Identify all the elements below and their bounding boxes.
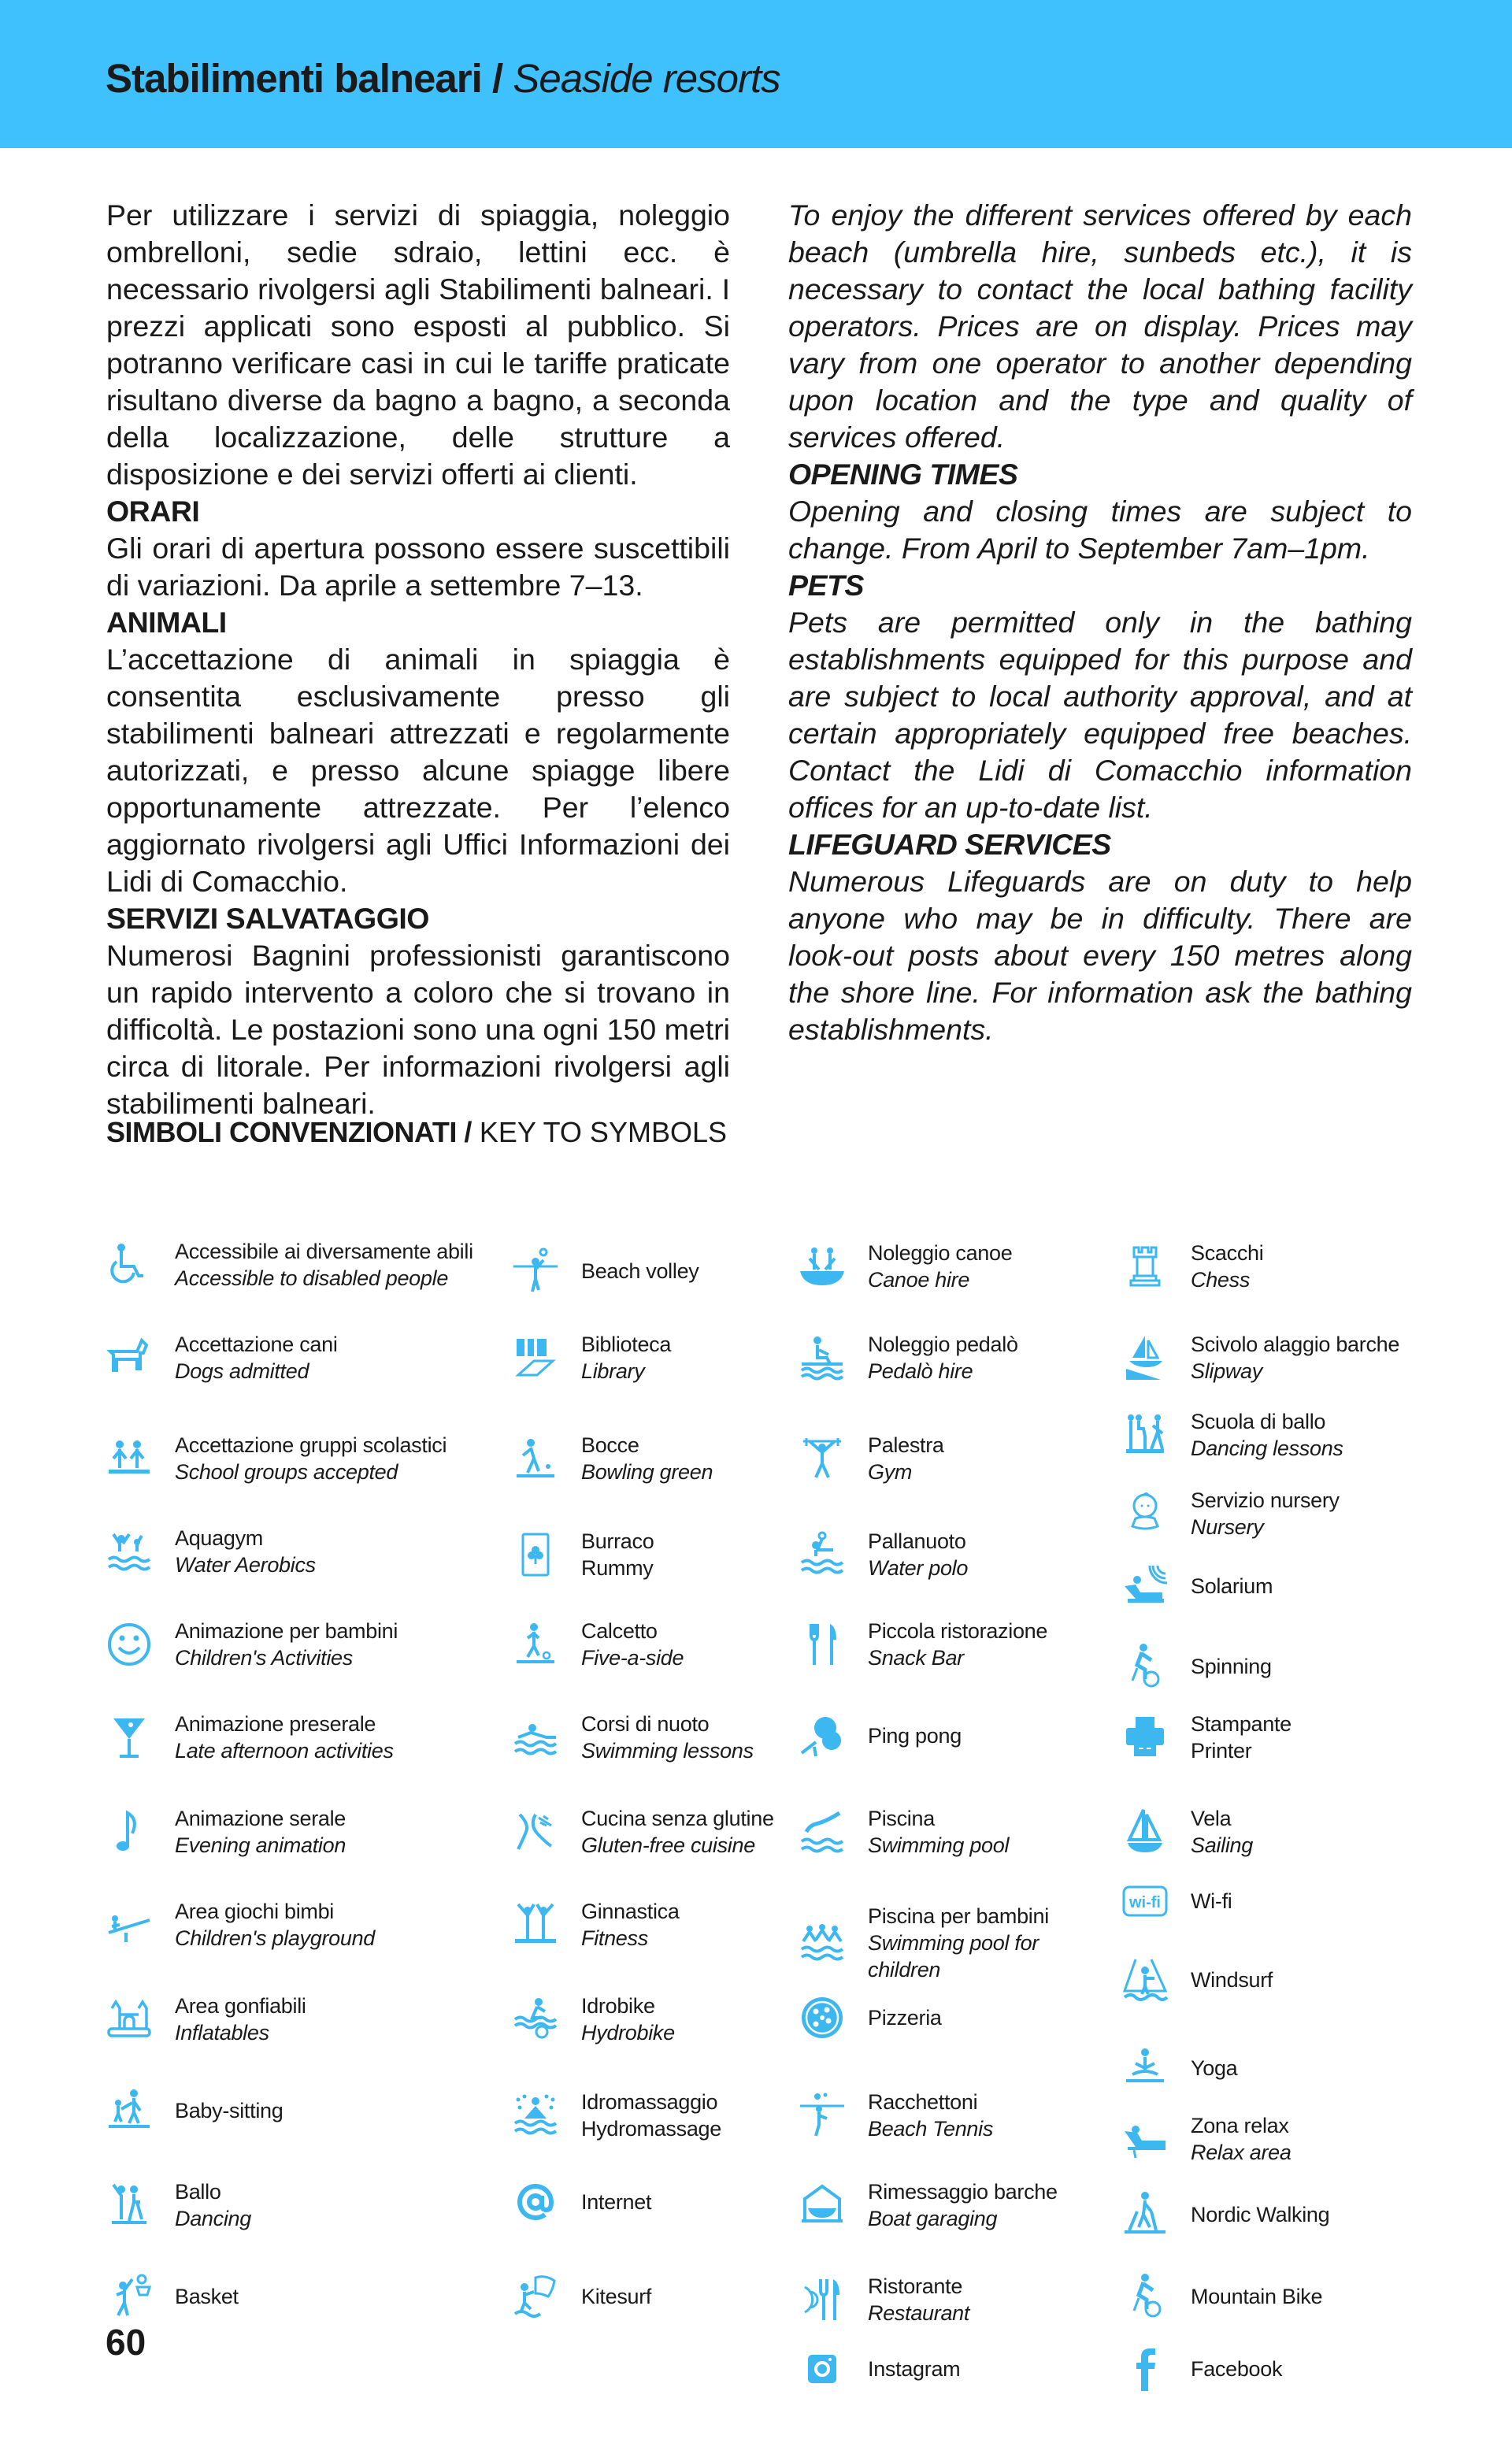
page-title-italian: Stabilimenti balneari / bbox=[106, 56, 503, 101]
basketball-icon bbox=[104, 2271, 154, 2322]
symbol-labels bbox=[1191, 2112, 1292, 2166]
symbol-label-italian: Wi-fi bbox=[1191, 1889, 1232, 1913]
symbol-item bbox=[1120, 1805, 1253, 1859]
body-pets: Pets are permitted only in the bathing establishments equipped for this purpose and are subject to local authority approval, and at certain appropriately equipped free beaches. Contact the Lidi di Comacchio information offices for an up-to-date list. bbox=[788, 606, 1412, 824]
smiley-icon bbox=[104, 1619, 154, 1670]
beach-volley-icon bbox=[510, 1246, 561, 1296]
weightlifting-icon bbox=[797, 1433, 847, 1484]
mountain-bike-icon bbox=[1120, 2271, 1170, 2322]
symbol-labels bbox=[581, 1432, 713, 1485]
chess-rook-icon bbox=[1120, 1241, 1170, 1292]
symbol-labels bbox=[581, 1805, 774, 1859]
symbol-label-italian: Accettazione gruppi scolastici bbox=[175, 1433, 447, 1457]
symbol-label-english: Inflatables bbox=[175, 2021, 269, 2044]
symbol-labels bbox=[581, 1711, 754, 1764]
symbol-label-italian: Pizzeria bbox=[868, 2006, 942, 2030]
body-servizi-salvataggio: Numerosi Bagnini professionisti garantiscono un rapido intervento a coloro che si trovano in difficoltà. Le postazioni sono una ogni 150 metri circa di litorale. Per informazioni rivolgersi agli stabilimenti balneari. bbox=[106, 939, 730, 1120]
dog-icon bbox=[104, 1333, 154, 1383]
symbol-label-english: Evening animation bbox=[175, 1833, 346, 1857]
symbol-label-italian: Bocce bbox=[581, 1433, 639, 1457]
kids-pool-icon bbox=[797, 1918, 847, 1968]
symbol-labels bbox=[1191, 1331, 1399, 1385]
symbol-labels bbox=[1191, 1573, 1273, 1600]
ping-pong-icon bbox=[797, 1711, 847, 1761]
swimmer-icon bbox=[510, 1712, 561, 1763]
wheelchair-icon bbox=[104, 1240, 154, 1290]
symbol-item bbox=[797, 2344, 960, 2394]
symbol-item bbox=[1120, 1487, 1340, 1540]
symbol-labels bbox=[581, 1528, 654, 1581]
symbol-label-english: Printer bbox=[1191, 1739, 1252, 1763]
italian-intro: Per utilizzare i servizi di spiaggia, noleggio ombrelloni, sedie sdraio, lettini ecc. è necessario rivolgersi agli Stabilimenti balneari. I prezzi applicati sono esposti al pubblico. Si potranno verificare casi in cui le tariffe praticate risultano diverse da bagno a bagno, a seconda della localizzazione, delle strutture a disposizione e dei servizi offerti ai clienti. bbox=[106, 198, 730, 491]
symbol-labels bbox=[868, 2004, 942, 2031]
symbol-labels bbox=[175, 1432, 447, 1485]
boat-garage-icon bbox=[797, 2180, 847, 2230]
symbol-item bbox=[1120, 1240, 1263, 1293]
symbol-item bbox=[797, 1528, 968, 1581]
symbol-item bbox=[797, 1618, 1047, 1671]
symbol-label-italian: Piscina bbox=[868, 1807, 935, 1830]
symbol-labels bbox=[868, 1618, 1047, 1671]
symbol-label-italian: Animazione serale bbox=[175, 1807, 346, 1830]
symbol-item bbox=[104, 1331, 338, 1385]
symbol-label-italian: Noleggio canoe bbox=[868, 1241, 1013, 1265]
body-opening-times: Opening and closing times are subject to change. From April to September 7am–1pm. bbox=[788, 495, 1412, 565]
symbol-label-italian: Kitesurf bbox=[581, 2285, 652, 2308]
symbol-item bbox=[1120, 1955, 1273, 2005]
symbol-item bbox=[104, 1238, 473, 1292]
symbol-labels bbox=[175, 2097, 283, 2124]
symbol-label-italian: Facebook bbox=[1191, 2357, 1283, 2381]
aquagym-icon bbox=[104, 1526, 154, 1577]
symbol-item bbox=[510, 2089, 721, 2142]
symbol-label-italian: Idromassaggio bbox=[581, 2090, 718, 2114]
heading-orari: ORARI bbox=[106, 495, 200, 528]
symbol-item bbox=[510, 1898, 680, 1952]
symbol-label-italian: Servizio nursery bbox=[1191, 1488, 1340, 1512]
heading-pets: PETS bbox=[788, 569, 864, 602]
pedalo-icon bbox=[797, 1333, 847, 1383]
symbol-label-english: Children's Activities bbox=[175, 1646, 353, 1670]
symbol-labels bbox=[868, 1432, 944, 1485]
symbol-label-english: School groups accepted bbox=[175, 1460, 398, 1484]
symbol-item bbox=[510, 2271, 651, 2322]
symbol-item bbox=[797, 1805, 1009, 1859]
symbol-item bbox=[510, 1432, 713, 1485]
symbol-label-english: Dogs admitted bbox=[175, 1359, 309, 1383]
symbol-label-english: Children's playground bbox=[175, 1926, 376, 1950]
heading-servizi-salvataggio: SERVIZI SALVATAGGIO bbox=[106, 902, 429, 935]
symbol-label-italian: Ping pong bbox=[868, 1724, 962, 1748]
symbol-label-english: Restaurant bbox=[868, 2301, 970, 2325]
symbol-item bbox=[510, 1711, 754, 1764]
symbol-label-italian: Piccola ristorazione bbox=[868, 1619, 1048, 1643]
symbol-labels bbox=[581, 1258, 699, 1285]
symbol-item bbox=[1120, 1641, 1272, 1692]
symbol-label-italian: Instagram bbox=[868, 2357, 961, 2381]
symbol-item bbox=[797, 1993, 942, 2043]
symbol-label-italian: Pallanuoto bbox=[868, 1529, 966, 1553]
symbol-labels bbox=[581, 1898, 680, 1952]
symbol-labels bbox=[868, 1240, 1012, 1293]
bocce-icon bbox=[510, 1433, 561, 1484]
instagram-icon bbox=[797, 2344, 847, 2394]
symbol-label-italian: Aquagym bbox=[175, 1526, 263, 1550]
symbol-label-english: Hydrobike bbox=[581, 2021, 675, 2044]
symbol-item bbox=[510, 1805, 774, 1859]
symbol-label-english: Canoe hire bbox=[868, 1268, 970, 1292]
symbol-item bbox=[510, 2177, 651, 2227]
wifi-icon bbox=[1120, 1876, 1170, 1926]
symbol-labels bbox=[1191, 1711, 1292, 1764]
symbol-item bbox=[1120, 2043, 1237, 2093]
symbol-label-english: Water Aerobics bbox=[175, 1553, 316, 1577]
symbol-item bbox=[1120, 1561, 1273, 1611]
symbol-label-english: Rummy bbox=[581, 1556, 654, 1580]
heading-opening-times: OPENING TIMES bbox=[788, 458, 1018, 491]
school-group-icon bbox=[104, 1433, 154, 1484]
symbol-label-italian: Noleggio pedalò bbox=[868, 1333, 1018, 1356]
pizza-icon bbox=[797, 1993, 847, 2043]
symbol-item bbox=[797, 2178, 1058, 2232]
cocktail-icon bbox=[104, 1712, 154, 1763]
symbol-item bbox=[104, 1711, 394, 1764]
symbol-labels bbox=[581, 2283, 651, 2310]
symbol-labels bbox=[868, 2356, 960, 2382]
symbol-labels bbox=[1191, 1240, 1263, 1293]
symbol-label-italian: Racchettoni bbox=[868, 2090, 978, 2114]
symbol-label-italian: Ginnastica bbox=[581, 1900, 680, 1923]
symbol-item bbox=[797, 1331, 1018, 1385]
symbol-item bbox=[1120, 2112, 1292, 2166]
symbol-label-english: Hydromassage bbox=[581, 2117, 721, 2141]
symbol-labels bbox=[868, 1903, 1104, 1983]
symbol-label-italian: Area gonfiabili bbox=[175, 1994, 306, 2018]
symbol-labels bbox=[1191, 1888, 1232, 1915]
symbol-labels bbox=[175, 2283, 239, 2310]
symbol-label-english: Swimming pool for children bbox=[868, 1931, 1039, 1981]
pool-icon bbox=[797, 1807, 847, 1857]
symbol-label-italian: Cucina senza glutine bbox=[581, 1807, 774, 1830]
symbol-label-english: Fitness bbox=[581, 1926, 648, 1950]
symbol-label-italian: Vela bbox=[1191, 1807, 1232, 1830]
playing-card-icon bbox=[510, 1529, 561, 1580]
symbol-label-english: Bowling green bbox=[581, 1460, 713, 1484]
symbol-labels bbox=[868, 1331, 1018, 1385]
symbol-label-italian: Zona relax bbox=[1191, 2114, 1289, 2137]
symbol-label-italian: Palestra bbox=[868, 1433, 944, 1457]
symbol-labels bbox=[1191, 1805, 1253, 1859]
symbol-label-italian: Windsurf bbox=[1191, 1968, 1273, 1992]
symbol-label-italian: Ristorante bbox=[868, 2274, 963, 2298]
symbol-label-italian: Corsi di nuoto bbox=[581, 1712, 710, 1736]
symbol-label-english: Accessible to disabled people bbox=[175, 1266, 449, 1290]
symbol-labels bbox=[581, 2089, 721, 2142]
symbol-item bbox=[104, 1805, 346, 1859]
canoe-icon bbox=[797, 1241, 847, 1292]
library-icon bbox=[510, 1333, 561, 1383]
hydromassage-icon bbox=[510, 2090, 561, 2141]
symbol-labels bbox=[868, 1722, 962, 1749]
symbol-labels bbox=[1191, 1408, 1343, 1462]
symbol-label-english: Library bbox=[581, 1359, 645, 1383]
music-note-icon bbox=[104, 1807, 154, 1857]
symbol-label-english: Gym bbox=[868, 1460, 913, 1484]
symbol-label-english: Swimming pool bbox=[868, 1833, 1010, 1857]
symbol-item bbox=[797, 1903, 1104, 1983]
symbol-labels bbox=[581, 2189, 651, 2215]
symbol-label-english: Nursery bbox=[1191, 1515, 1264, 1539]
symbol-label-english: Snack Bar bbox=[868, 1646, 964, 1670]
dancing-icon bbox=[104, 2180, 154, 2230]
fork-knife-icon bbox=[797, 1619, 847, 1670]
symbol-labels bbox=[1191, 1653, 1272, 1680]
body-orari: Gli orari di apertura possono essere suscettibili di variazioni. Da aprile a settembre 7–13. bbox=[106, 532, 730, 602]
symbol-labels bbox=[1191, 1967, 1273, 1993]
symbol-item bbox=[797, 2273, 969, 2326]
symbol-labels bbox=[581, 1331, 671, 1385]
symbol-labels bbox=[1191, 1487, 1340, 1540]
symbol-labels bbox=[581, 1618, 684, 1671]
seesaw-icon bbox=[104, 1900, 154, 1950]
beach-tennis-icon bbox=[797, 2090, 847, 2141]
relax-icon bbox=[1120, 2114, 1170, 2164]
dance-school-icon bbox=[1120, 1410, 1170, 1460]
symbol-label-english: Dancing lessons bbox=[1191, 1437, 1343, 1460]
symbol-label-italian: Accettazione cani bbox=[175, 1333, 338, 1356]
symbol-labels bbox=[175, 1898, 375, 1952]
babysitting-icon bbox=[104, 2085, 154, 2136]
symbol-labels bbox=[175, 1711, 394, 1764]
at-sign-icon bbox=[510, 2177, 561, 2227]
symbol-label-italian: Basket bbox=[175, 2285, 239, 2308]
symbol-label-english: Water polo bbox=[868, 1556, 969, 1580]
symbol-labels bbox=[175, 2178, 251, 2232]
symbol-label-english: Five-a-side bbox=[581, 1646, 684, 1670]
symbol-label-english: Sailing bbox=[1191, 1833, 1253, 1857]
gluten-free-icon bbox=[510, 1807, 561, 1857]
symbol-label-italian: Area giochi bimbi bbox=[175, 1900, 335, 1923]
symbol-label-italian: Nordic Walking bbox=[1191, 2203, 1330, 2226]
heading-animali: ANIMALI bbox=[106, 606, 227, 639]
symbol-item bbox=[104, 1993, 306, 2046]
symbol-item bbox=[797, 1432, 944, 1485]
symbol-label-english: Swimming lessons bbox=[581, 1739, 754, 1763]
symbol-item bbox=[1120, 1408, 1343, 1462]
symbol-item bbox=[1120, 2271, 1322, 2322]
symbol-labels bbox=[175, 1805, 346, 1859]
symbol-label-italian: Scuola di ballo bbox=[1191, 1410, 1326, 1433]
football-icon bbox=[510, 1619, 561, 1670]
symbol-label-italian: Mountain Bike bbox=[1191, 2285, 1323, 2308]
cyclist-icon bbox=[1120, 1641, 1170, 1692]
heading-lifeguard-services: LIFEGUARD SERVICES bbox=[788, 828, 1111, 861]
sailboat-icon bbox=[1120, 1807, 1170, 1857]
key-title-english: KEY TO SYMBOLS bbox=[471, 1116, 727, 1148]
symbol-item bbox=[104, 1432, 447, 1485]
symbol-labels bbox=[175, 1331, 338, 1385]
facebook-icon bbox=[1120, 2344, 1170, 2394]
symbol-item bbox=[1120, 1331, 1399, 1385]
symbol-item bbox=[104, 2271, 239, 2322]
symbol-item bbox=[510, 1331, 671, 1385]
symbol-labels bbox=[1191, 2356, 1282, 2382]
symbol-labels bbox=[868, 1528, 968, 1581]
symbol-label-italian: Solarium bbox=[1191, 1574, 1273, 1598]
symbol-label-italian: Baby-sitting bbox=[175, 2099, 284, 2122]
baby-icon bbox=[1120, 1488, 1170, 1539]
symbol-item bbox=[1120, 2344, 1282, 2394]
key-title-italian: SIMBOLI CONVENZIONATI / bbox=[106, 1116, 472, 1148]
symbol-labels bbox=[175, 1525, 316, 1578]
yoga-icon bbox=[1120, 2043, 1170, 2093]
symbol-label-english: Beach Tennis bbox=[868, 2117, 994, 2141]
symbol-label-italian: Biblioteca bbox=[581, 1333, 672, 1356]
symbol-label-italian: Ballo bbox=[175, 2180, 221, 2204]
nordic-walking-icon bbox=[1120, 2189, 1170, 2240]
symbol-label-italian: Stampante bbox=[1191, 1712, 1292, 1736]
symbol-labels bbox=[868, 2178, 1058, 2232]
symbol-label-english: Dancing bbox=[175, 2207, 251, 2230]
symbol-label-italian: Spinning bbox=[1191, 1655, 1272, 1678]
symbol-item bbox=[510, 1993, 675, 2046]
symbol-item bbox=[797, 1711, 962, 1761]
symbol-label-italian: Calcetto bbox=[581, 1619, 658, 1643]
page-number: 60 bbox=[106, 2322, 146, 2363]
symbol-labels bbox=[868, 2273, 969, 2326]
symbol-label-english: Pedalò hire bbox=[868, 1359, 973, 1383]
svg-text:wi-fi: wi-fi bbox=[1129, 1894, 1161, 1911]
symbol-item bbox=[104, 2085, 283, 2136]
symbol-item bbox=[104, 1525, 316, 1578]
restaurant-icon bbox=[797, 2274, 847, 2325]
symbol-labels bbox=[1191, 2201, 1329, 2228]
symbol-label-english: Slipway bbox=[1191, 1359, 1262, 1383]
symbol-label-italian: Yoga bbox=[1191, 2056, 1238, 2080]
hydrobike-icon bbox=[510, 1994, 561, 2044]
windsurf-icon bbox=[1120, 1955, 1170, 2005]
body-animali: L’accettazione di animali in spiaggia è consentita esclusivamente presso gli stabilimenti balneari attrezzati e regolarmente autorizzati, e presso alcune spiagge libere opportunamente attrezzate. Per l’elenco aggiornato rivolgersi agli Uffici Informazioni dei Lidi di Comacchio. bbox=[106, 643, 730, 898]
symbol-item bbox=[104, 1618, 398, 1671]
symbol-label-italian: Scivolo alaggio barche bbox=[1191, 1333, 1400, 1356]
symbol-label-italian: Idrobike bbox=[581, 1994, 655, 2018]
bouncy-castle-icon bbox=[104, 1994, 154, 2044]
body-lifeguard-services: Numerous Lifeguards are on duty to help anyone who may be in difficulty. There are look-out posts about every 150 metres along the shore line. For information ask the bathing establishments. bbox=[788, 865, 1412, 1046]
symbol-label-italian: Scacchi bbox=[1191, 1241, 1264, 1265]
slipway-icon bbox=[1120, 1333, 1170, 1383]
symbol-label-italian: Rimessaggio barche bbox=[868, 2180, 1058, 2204]
symbol-item bbox=[104, 2178, 251, 2232]
fitness-icon bbox=[510, 1900, 561, 1950]
symbol-label-english: Gluten-free cuisine bbox=[581, 1833, 755, 1857]
symbol-item bbox=[510, 1618, 684, 1671]
symbol-label-italian: Burraco bbox=[581, 1529, 654, 1553]
symbol-label-italian: Accessibile ai diversamente abili bbox=[175, 1240, 473, 1263]
symbol-label-italian: Animazione preserale bbox=[175, 1712, 376, 1736]
symbol-item bbox=[104, 1898, 375, 1952]
symbol-label-italian: Animazione per bambini bbox=[175, 1619, 398, 1643]
symbol-labels bbox=[581, 1993, 675, 2046]
symbol-label-italian: Internet bbox=[581, 2190, 652, 2214]
symbol-item bbox=[510, 1528, 654, 1581]
symbol-labels bbox=[175, 1993, 306, 2046]
symbol-labels bbox=[1191, 2283, 1322, 2310]
symbol-labels bbox=[175, 1618, 398, 1671]
symbol-labels bbox=[868, 1805, 1009, 1859]
symbol-labels bbox=[175, 1238, 473, 1292]
symbol-item bbox=[510, 1246, 699, 1296]
symbol-labels bbox=[868, 2089, 993, 2142]
symbol-label-english: Chess bbox=[1191, 1268, 1251, 1292]
symbol-item bbox=[797, 1240, 1012, 1293]
symbol-label-italian: Piscina per bambini bbox=[868, 1904, 1049, 1928]
symbol-label-italian: Beach volley bbox=[581, 1259, 699, 1283]
page-title-english: Seaside resorts bbox=[502, 56, 780, 101]
symbol-item bbox=[1120, 1711, 1292, 1764]
symbol-item bbox=[797, 2089, 993, 2142]
water-polo-icon bbox=[797, 1529, 847, 1580]
symbol-labels bbox=[1191, 2055, 1237, 2082]
kitesurf-icon bbox=[510, 2271, 561, 2322]
english-intro: To enjoy the different services offered by each beach (umbrella hire, sunbeds etc.), it is necessary to contact the local bathing facility operators. Prices are on display. Prices may vary from one operator to another depending upon location and the type and quality of services offered. bbox=[788, 198, 1412, 454]
symbol-label-english: Late afternoon activities bbox=[175, 1739, 394, 1763]
symbol-item bbox=[1120, 1876, 1232, 1926]
symbol-item bbox=[1120, 2189, 1329, 2240]
printer-icon bbox=[1120, 1712, 1170, 1763]
symbol-label-english: Relax area bbox=[1191, 2141, 1292, 2164]
sunbed-icon bbox=[1120, 1561, 1170, 1611]
symbol-label-english: Boat garaging bbox=[868, 2207, 998, 2230]
